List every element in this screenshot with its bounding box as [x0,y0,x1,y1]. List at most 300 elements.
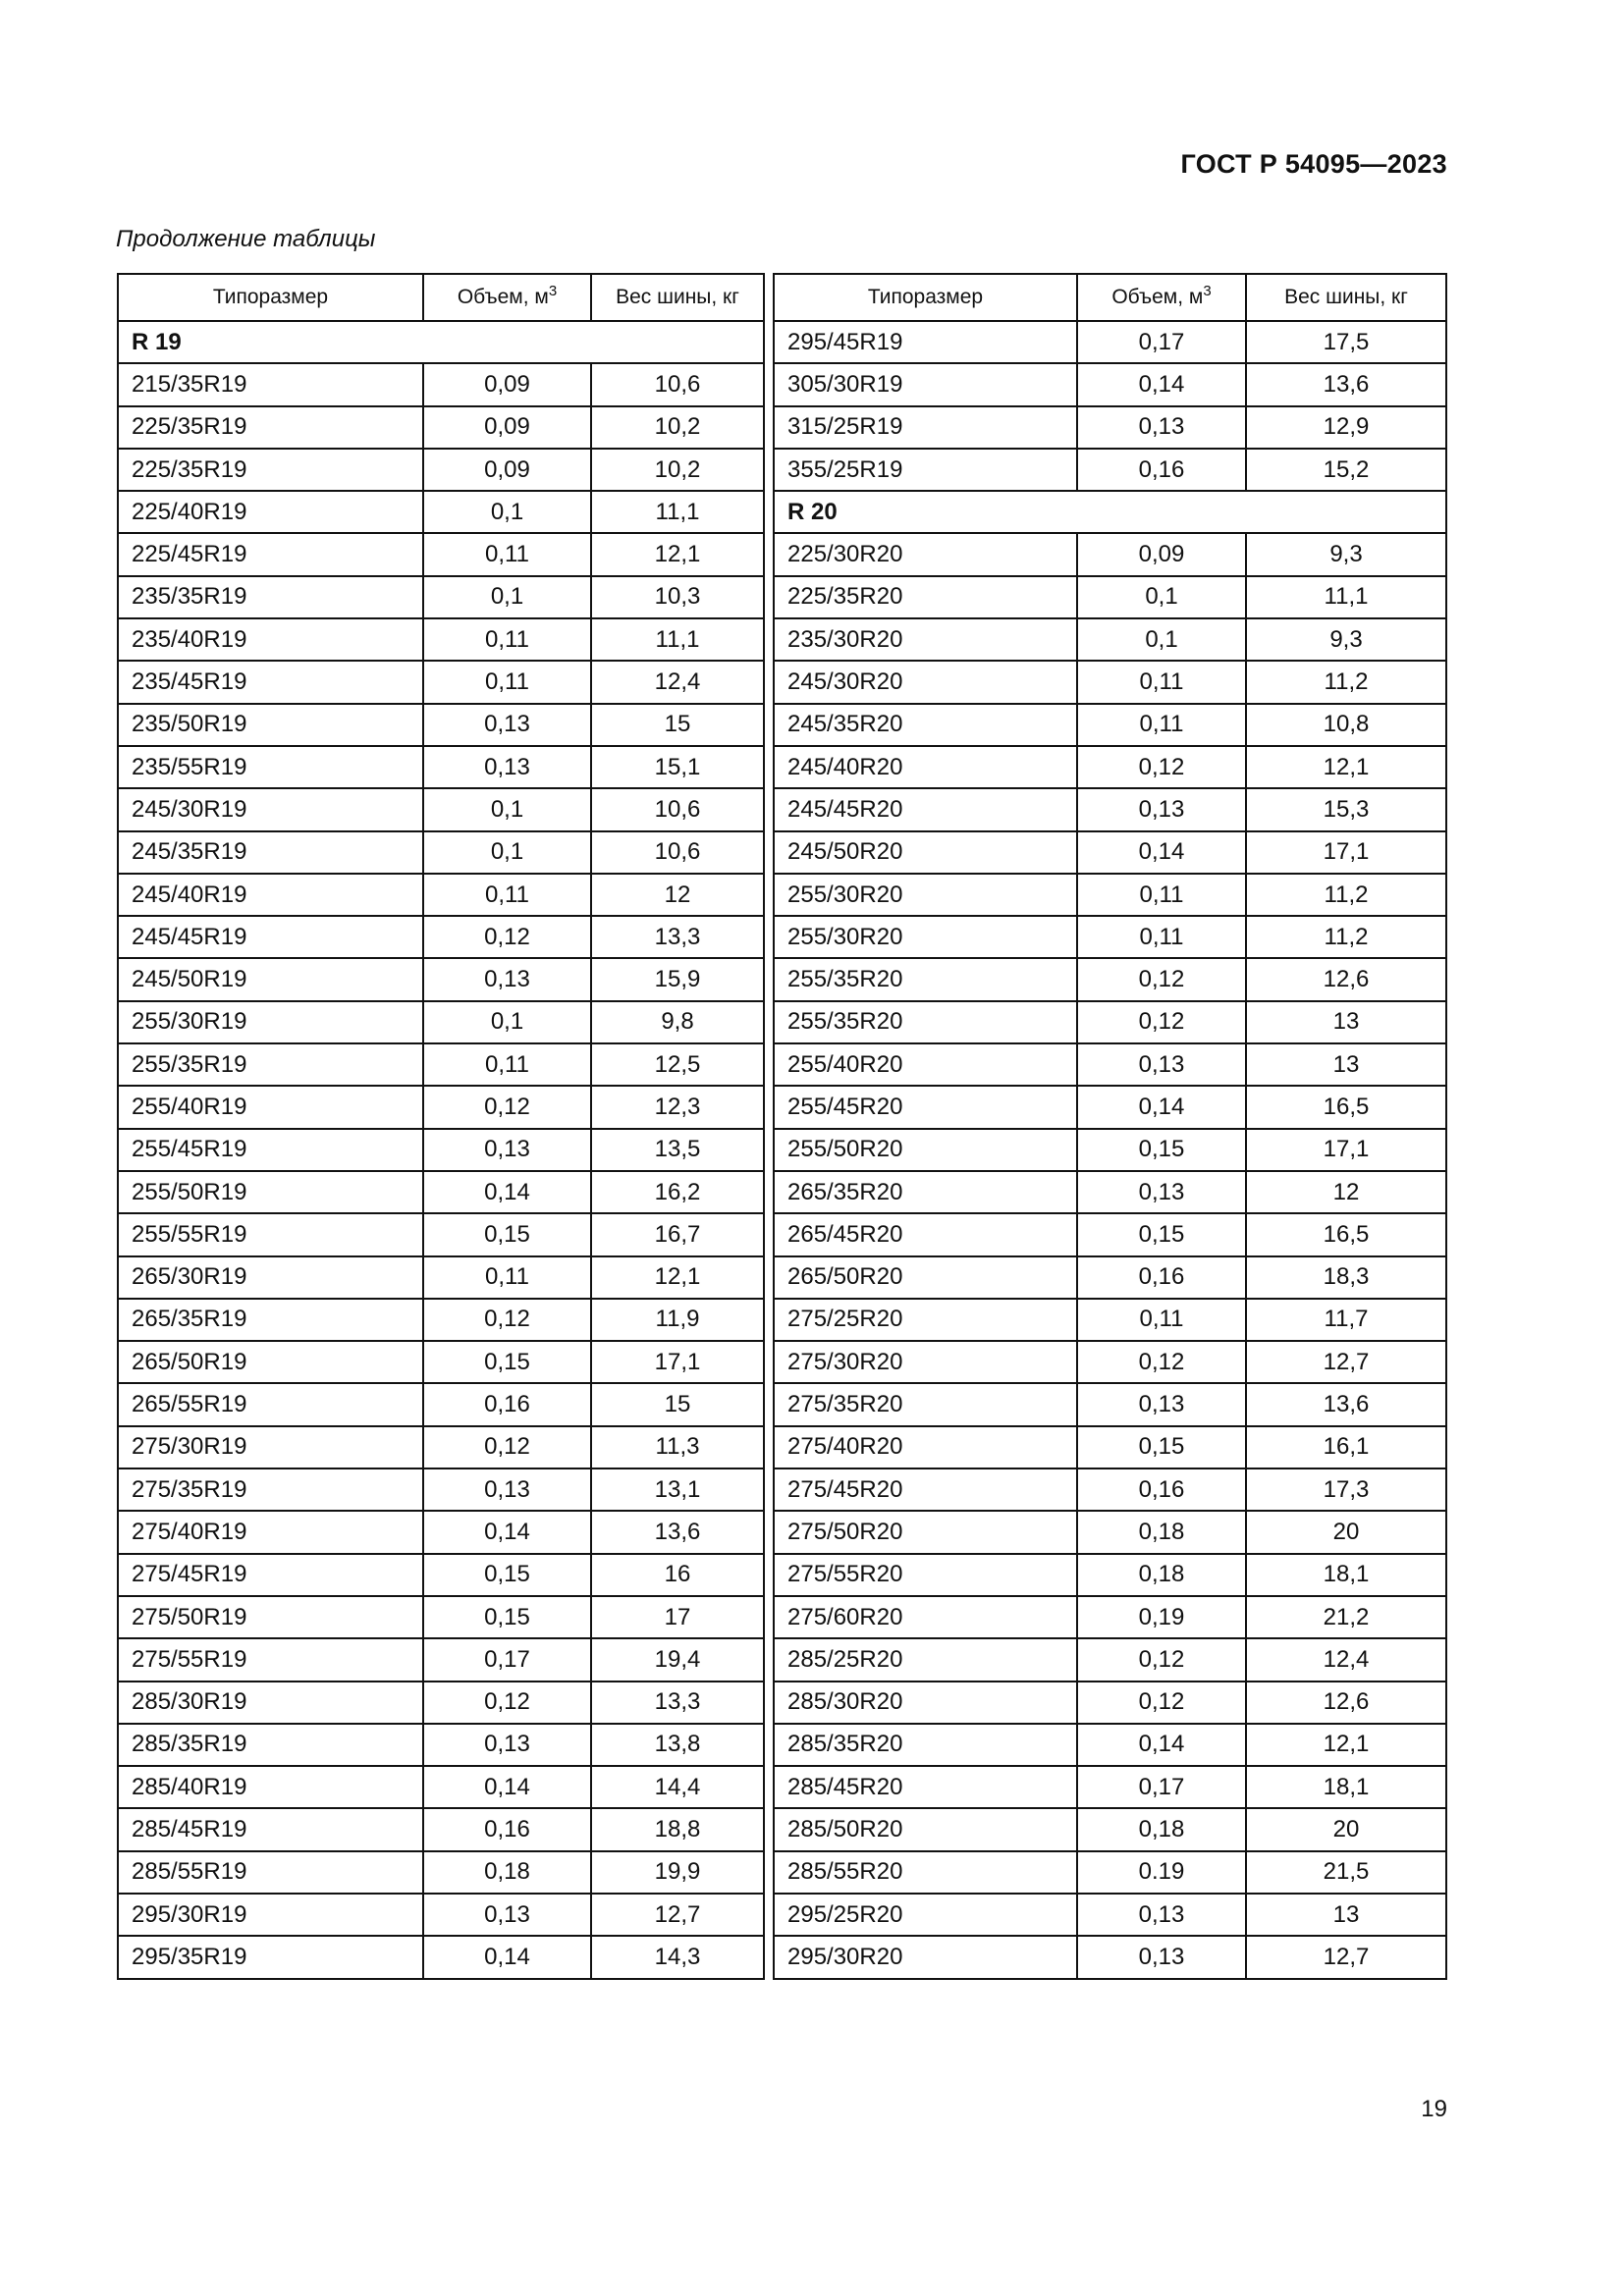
table-row [118,1213,764,1255]
cell-weight: 11,2 [1246,661,1446,703]
cell-volume: 0,13 [423,958,591,1000]
cell-size: 245/45R19 [118,916,423,958]
header-weight: Вес шины, кг [1246,274,1446,321]
cell-weight: 15,2 [1246,449,1446,491]
table-row [118,958,764,1000]
cell-volume: 0,14 [1077,831,1246,874]
section-label: R 20 [774,491,1446,533]
cell-weight: 15,3 [1246,788,1446,830]
cell-volume: 0,12 [423,1086,591,1128]
cell-weight: 11,9 [591,1299,764,1341]
header-size: Типоразмер [774,274,1077,321]
cell-volume: 0,11 [423,618,591,661]
cell-volume: 0,13 [1077,1936,1246,1978]
cell-size: 275/50R20 [774,1511,1077,1553]
table-row [118,1086,764,1128]
cell-weight: 15,9 [591,958,764,1000]
cell-size: 265/50R20 [774,1256,1077,1299]
cell-weight: 10,2 [591,449,764,491]
table-row [118,1299,764,1341]
cell-volume: 0,14 [423,1511,591,1553]
cell-weight: 15 [591,1383,764,1425]
cell-size: 295/25R20 [774,1894,1077,1936]
cell-size: 225/35R19 [118,449,423,491]
cell-size: 255/45R20 [774,1086,1077,1128]
cell-weight: 13,1 [591,1468,764,1511]
cell-volume: 0,09 [1077,533,1246,575]
header-size: Типоразмер [118,274,423,321]
cell-size: 255/55R19 [118,1213,423,1255]
cell-size: 295/30R20 [774,1936,1077,1978]
table-row [118,661,764,703]
table-row [774,1341,1446,1383]
table-row [774,1511,1446,1553]
cell-weight: 11,1 [1246,576,1446,618]
cell-volume: 0,13 [1077,1043,1246,1086]
cell-volume: 0,14 [423,1171,591,1213]
cell-weight: 9,8 [591,1001,764,1043]
table-row [118,1341,764,1383]
header-volume [1077,274,1246,321]
cell-volume: 0,13 [1077,1894,1246,1936]
cell-volume: 0,13 [1077,788,1246,830]
table-row [118,1766,764,1808]
cell-weight: 13,5 [591,1129,764,1171]
table-row [118,1511,764,1553]
table-row [118,449,764,491]
cell-volume: 0,11 [1077,874,1246,916]
table-row [774,1299,1446,1341]
header-volume-text: Объем, м [457,286,549,308]
tables-container [117,273,1447,1980]
table-row [774,1766,1446,1808]
section-row [118,321,764,363]
table-row [774,1682,1446,1724]
cell-weight: 13,3 [591,1682,764,1724]
cell-size: 355/25R19 [774,449,1077,491]
cell-volume: 0,12 [1077,1341,1246,1383]
cell-weight: 16,2 [591,1171,764,1213]
cell-size: 245/40R19 [118,874,423,916]
cell-size: 315/25R19 [774,406,1077,449]
cell-weight: 13 [1246,1894,1446,1936]
cell-volume: 0,12 [423,1426,591,1468]
table-row [774,1171,1446,1213]
cell-volume: 0,17 [1077,1766,1246,1808]
table-row [774,958,1446,1000]
cell-volume: 0,11 [423,1256,591,1299]
cell-size: 235/50R19 [118,704,423,746]
table-row [118,1554,764,1596]
cell-weight: 10,6 [591,831,764,874]
cell-volume: 0,15 [423,1213,591,1255]
cell-weight: 16 [591,1554,764,1596]
cell-volume: 0,13 [423,1468,591,1511]
table-row [774,831,1446,874]
cell-weight: 12,1 [1246,1724,1446,1766]
cell-size: 245/40R20 [774,746,1077,788]
cell-size: 255/35R19 [118,1043,423,1086]
cell-volume: 0,09 [423,406,591,449]
cell-weight: 13,6 [1246,1383,1446,1425]
cell-size: 215/35R19 [118,363,423,405]
cell-volume: 0,13 [423,704,591,746]
cell-weight: 9,3 [1246,618,1446,661]
cell-size: 255/30R20 [774,874,1077,916]
cell-size: 275/60R20 [774,1596,1077,1638]
cell-weight: 12,7 [1246,1936,1446,1978]
cell-size: 275/50R19 [118,1596,423,1638]
cell-size: 285/45R19 [118,1808,423,1850]
cell-size: 305/30R19 [774,363,1077,405]
cell-weight: 12,4 [591,661,764,703]
table-row [118,1936,764,1978]
cell-size: 255/50R20 [774,1129,1077,1171]
table-row [118,831,764,874]
cell-size: 285/30R20 [774,1682,1077,1724]
cell-weight: 12,4 [1246,1638,1446,1681]
cell-weight: 11,3 [591,1426,764,1468]
table-row [774,1468,1446,1511]
cell-weight: 16,1 [1246,1426,1446,1468]
cell-weight: 14,4 [591,1766,764,1808]
cell-weight: 12,1 [591,533,764,575]
cell-weight: 17,5 [1246,321,1446,363]
cell-size: 295/35R19 [118,1936,423,1978]
cell-weight: 10,2 [591,406,764,449]
cell-size: 265/50R19 [118,1341,423,1383]
right-table [773,273,1447,1980]
table-row [118,1426,764,1468]
cell-weight: 15,1 [591,746,764,788]
table-row [118,1171,764,1213]
cell-volume: 0,12 [1077,1638,1246,1681]
cell-size: 255/40R19 [118,1086,423,1128]
table-row [118,1724,764,1766]
cell-volume: 0,13 [423,746,591,788]
cell-size: 235/35R19 [118,576,423,618]
cell-size: 225/35R20 [774,576,1077,618]
table-row [774,1851,1446,1894]
cell-volume: 0,16 [423,1808,591,1850]
cell-volume: 0,14 [1077,363,1246,405]
header-volume [423,274,591,321]
cell-weight: 13,8 [591,1724,764,1766]
cell-weight: 21,2 [1246,1596,1446,1638]
cell-weight: 11,2 [1246,874,1446,916]
cell-volume: 0,14 [423,1936,591,1978]
cell-size: 245/30R19 [118,788,423,830]
cell-volume: 0,1 [1077,576,1246,618]
cell-size: 295/45R19 [774,321,1077,363]
cell-weight: 11,1 [591,491,764,533]
cell-weight: 13,3 [591,916,764,958]
cell-volume: 0,1 [423,576,591,618]
cell-volume: 0,16 [423,1383,591,1425]
cell-weight: 10,3 [591,576,764,618]
cell-size: 275/25R20 [774,1299,1077,1341]
table-row [118,1256,764,1299]
section-label: R 19 [118,321,764,363]
cell-weight: 11,1 [591,618,764,661]
cell-size: 265/35R20 [774,1171,1077,1213]
cell-size: 235/40R19 [118,618,423,661]
cell-volume: 0,13 [1077,1171,1246,1213]
cell-size: 275/55R20 [774,1554,1077,1596]
cell-size: 245/30R20 [774,661,1077,703]
cell-size: 255/30R20 [774,916,1077,958]
table-row [774,874,1446,916]
table-row [118,746,764,788]
cell-weight: 18,8 [591,1808,764,1850]
cell-weight: 12,3 [591,1086,764,1128]
table-row [774,746,1446,788]
cell-weight: 20 [1246,1511,1446,1553]
table-row [774,533,1446,575]
cell-volume: 0,13 [1077,1383,1246,1425]
cell-volume: 0,18 [1077,1511,1246,1553]
table-row [118,1851,764,1894]
table-row [774,788,1446,830]
table-caption: Продолжение таблицы [116,226,376,252]
table-row [774,1043,1446,1086]
cell-size: 225/35R19 [118,406,423,449]
table-row [774,1383,1446,1425]
cell-weight: 12 [591,874,764,916]
cell-weight: 17,1 [1246,1129,1446,1171]
cell-volume: 0.19 [1077,1851,1246,1894]
cell-weight: 20 [1246,1808,1446,1850]
cell-volume: 0,12 [423,916,591,958]
table-header-row [118,274,764,321]
cell-weight: 11,7 [1246,1299,1446,1341]
cell-size: 285/35R19 [118,1724,423,1766]
cell-volume: 0,12 [1077,1001,1246,1043]
cell-weight: 10,6 [591,788,764,830]
cell-weight: 16,5 [1246,1086,1446,1128]
cell-volume: 0,15 [423,1341,591,1383]
table-row [118,1383,764,1425]
cell-volume: 0,15 [1077,1129,1246,1171]
cell-size: 275/30R20 [774,1341,1077,1383]
cell-size: 275/45R19 [118,1554,423,1596]
table-row [774,1596,1446,1638]
cell-size: 255/35R20 [774,958,1077,1000]
cell-volume: 0,1 [423,831,591,874]
cell-size: 255/35R20 [774,1001,1077,1043]
table-row [118,1043,764,1086]
cell-volume: 0,14 [423,1766,591,1808]
table-row [774,1256,1446,1299]
cell-volume: 0,13 [423,1129,591,1171]
cell-volume: 0,1 [423,1001,591,1043]
cell-size: 275/35R19 [118,1468,423,1511]
cell-volume: 0,11 [423,661,591,703]
document-code: ГОСТ Р 54095—2023 [1180,149,1447,179]
cell-size: 275/40R19 [118,1511,423,1553]
table-row [118,788,764,830]
cell-weight: 15 [591,704,764,746]
cell-weight: 17,3 [1246,1468,1446,1511]
table-row [118,916,764,958]
cell-weight: 16,5 [1246,1213,1446,1255]
cell-weight: 10,6 [591,363,764,405]
header-volume-sup: 3 [548,283,558,299]
cell-weight: 17 [591,1596,764,1638]
cell-volume: 0,12 [1077,1682,1246,1724]
table-row [118,1129,764,1171]
cell-volume: 0,12 [423,1299,591,1341]
cell-volume: 0,13 [423,1894,591,1936]
cell-size: 245/50R20 [774,831,1077,874]
cell-weight: 18,3 [1246,1256,1446,1299]
cell-volume: 0,11 [1077,916,1246,958]
cell-volume: 0,17 [423,1638,591,1681]
cell-volume: 0,17 [1077,321,1246,363]
table-row [118,491,764,533]
table-row [774,321,1446,363]
cell-weight: 13,6 [591,1511,764,1553]
cell-volume: 0,13 [423,1724,591,1766]
cell-size: 285/45R20 [774,1766,1077,1808]
table-row [774,406,1446,449]
table-row [774,1724,1446,1766]
cell-size: 275/35R20 [774,1383,1077,1425]
cell-size: 285/25R20 [774,1638,1077,1681]
cell-volume: 0,13 [1077,406,1246,449]
cell-weight: 12,1 [1246,746,1446,788]
cell-weight: 12,9 [1246,406,1446,449]
cell-weight: 18,1 [1246,1766,1446,1808]
table-row [118,576,764,618]
cell-volume: 0,18 [1077,1554,1246,1596]
cell-size: 285/55R19 [118,1851,423,1894]
table-row [774,1554,1446,1596]
cell-weight: 17,1 [1246,831,1446,874]
cell-volume: 0,09 [423,363,591,405]
cell-volume: 0,11 [1077,661,1246,703]
cell-size: 275/45R20 [774,1468,1077,1511]
cell-volume: 0,11 [1077,704,1246,746]
table-row [774,1001,1446,1043]
header-weight: Вес шины, кг [591,274,764,321]
cell-size: 225/30R20 [774,533,1077,575]
cell-size: 235/55R19 [118,746,423,788]
cell-size: 245/35R19 [118,831,423,874]
table-row [118,618,764,661]
cell-volume: 0,1 [423,491,591,533]
cell-weight: 12,7 [1246,1341,1446,1383]
table-row [118,533,764,575]
cell-volume: 0,16 [1077,1256,1246,1299]
cell-weight: 13 [1246,1001,1446,1043]
table-row [774,1894,1446,1936]
cell-volume: 0,1 [423,788,591,830]
cell-size: 225/40R19 [118,491,423,533]
table-row [118,1596,764,1638]
cell-weight: 21,5 [1246,1851,1446,1894]
cell-volume: 0,18 [423,1851,591,1894]
cell-weight: 16,7 [591,1213,764,1255]
cell-volume: 0,1 [1077,618,1246,661]
table-row [118,1894,764,1936]
cell-size: 275/30R19 [118,1426,423,1468]
cell-weight: 13 [1246,1043,1446,1086]
table-row [774,1638,1446,1681]
cell-size: 265/35R19 [118,1299,423,1341]
cell-size: 285/30R19 [118,1682,423,1724]
table-row [118,704,764,746]
cell-size: 245/50R19 [118,958,423,1000]
table-row [118,1682,764,1724]
cell-volume: 0,15 [423,1596,591,1638]
table-row [118,1808,764,1850]
cell-weight: 12,6 [1246,958,1446,1000]
cell-volume: 0,16 [1077,1468,1246,1511]
cell-volume: 0,11 [423,874,591,916]
cell-size: 285/35R20 [774,1724,1077,1766]
cell-weight: 12 [1246,1171,1446,1213]
table-header-row [774,274,1446,321]
cell-volume: 0,11 [1077,1299,1246,1341]
cell-size: 275/40R20 [774,1426,1077,1468]
cell-weight: 17,1 [591,1341,764,1383]
cell-size: 255/40R20 [774,1043,1077,1086]
cell-volume: 0,12 [1077,958,1246,1000]
cell-volume: 0,14 [1077,1724,1246,1766]
table-row [118,1001,764,1043]
cell-size: 245/45R20 [774,788,1077,830]
cell-volume: 0,11 [423,1043,591,1086]
cell-size: 265/30R19 [118,1256,423,1299]
cell-weight: 9,3 [1246,533,1446,575]
table-row [118,363,764,405]
cell-size: 255/45R19 [118,1129,423,1171]
cell-volume: 0,12 [1077,746,1246,788]
cell-volume: 0,14 [1077,1086,1246,1128]
cell-size: 285/50R20 [774,1808,1077,1850]
cell-volume: 0,15 [1077,1426,1246,1468]
table-row [774,704,1446,746]
table-row [774,618,1446,661]
cell-weight: 12,6 [1246,1682,1446,1724]
cell-weight: 14,3 [591,1936,764,1978]
cell-size: 265/55R19 [118,1383,423,1425]
cell-size: 235/30R20 [774,618,1077,661]
cell-size: 245/35R20 [774,704,1077,746]
cell-weight: 10,8 [1246,704,1446,746]
header-volume-text: Объем, м [1111,286,1204,308]
cell-size: 255/50R19 [118,1171,423,1213]
table-row [118,1468,764,1511]
cell-weight: 12,1 [591,1256,764,1299]
table-row [774,916,1446,958]
cell-weight: 19,9 [591,1851,764,1894]
table-row [774,363,1446,405]
cell-size: 275/55R19 [118,1638,423,1681]
table-row [774,1086,1446,1128]
cell-weight: 12,7 [591,1894,764,1936]
cell-volume: 0,15 [1077,1213,1246,1255]
cell-size: 235/45R19 [118,661,423,703]
cell-weight: 12,5 [591,1043,764,1086]
table-row [774,1213,1446,1255]
page-number: 19 [1421,2096,1447,2122]
cell-volume: 0,11 [423,533,591,575]
cell-size: 225/45R19 [118,533,423,575]
cell-weight: 13,6 [1246,363,1446,405]
table-row [774,1936,1446,1978]
